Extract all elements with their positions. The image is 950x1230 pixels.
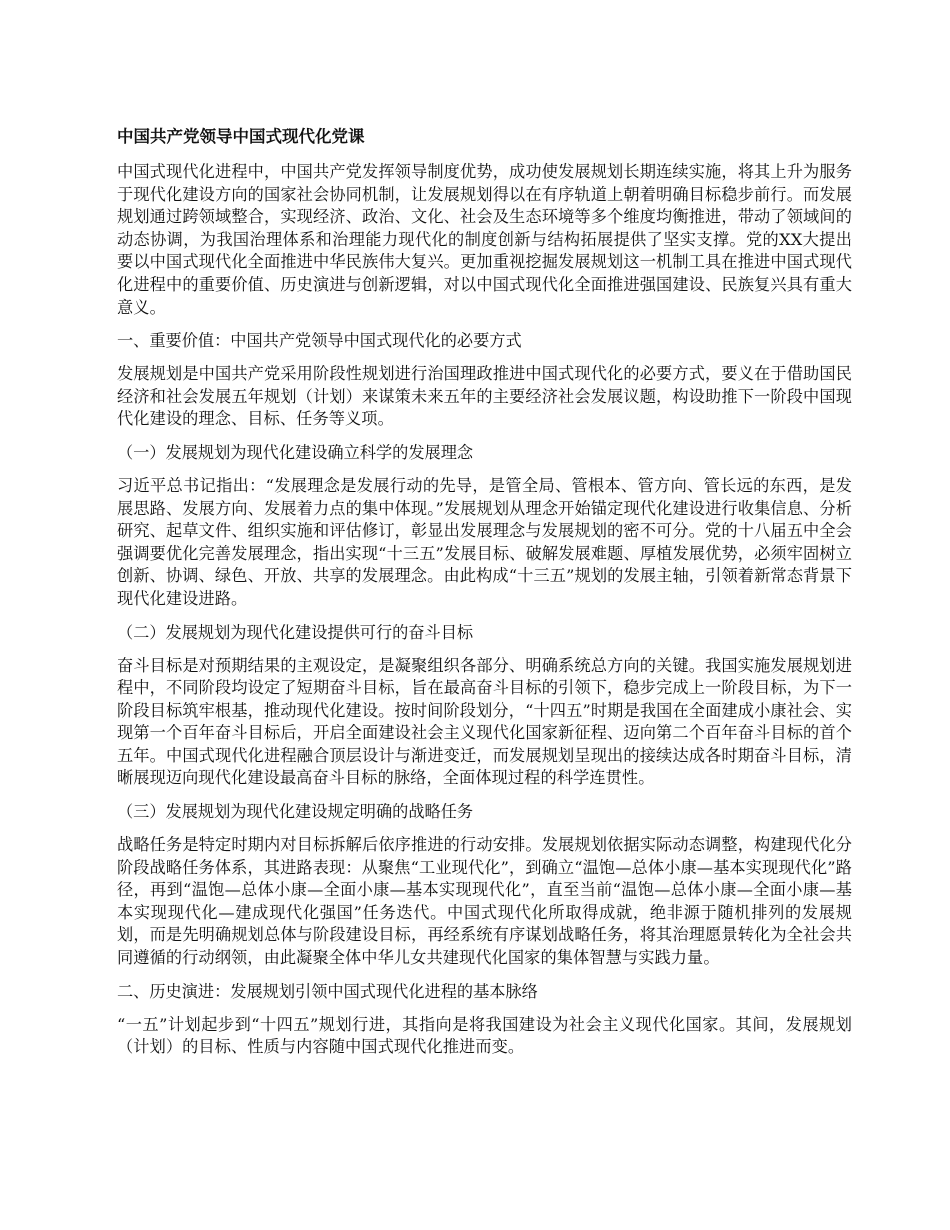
- section-2-paragraph: “一五”计划起步到“十四五”规划行进，其指向是将我国建设为社会主义现代化国家。其间，发展规划（计划）的目标、性质与内容随中国式现代化推进而变。: [117, 1014, 852, 1057]
- subsection-1-2-paragraph: 奋斗目标是对预期结果的主观设定，是凝聚组织各部分、明确系统总方向的关键。我国实施发展规划进程中，不同阶段均设定了短期奋斗目标，旨在最高奋斗目标的引领下，稳步完成上一阶段目标，为下一阶段目标筑牢根基，推动现代化建设。按时间阶段划分，“十四五”时期是我国在全面建成小康社会、实现第一个百年奋斗目标后，开启全面建设社会主义现代化国家新征程、迈向第二个百年奋斗目标的首个五年。中国式现代化进程融合顶层设计与渐进变迁，而发展规划呈现出的接续达成各时期奋斗目标，清晰展现迈向现代化建设最高奋斗目标的脉络，全面体现过程的科学连贯性。: [117, 655, 852, 788]
- section-1-paragraph: 发展规划是中国共产党采用阶段性规划进行治国理政推进中国式现代化的必要方式，要义在于借助国民经济和社会发展五年规划（计划）来谋策未来五年的主要经济社会发展议题，构设助推下一阶段中国现代化建设的理念、目标、任务等义项。: [117, 364, 852, 429]
- section-heading-2: 二、历史演进：发展规划引领中国式现代化进程的基本脉络: [117, 981, 538, 1001]
- document-title: 中国共产党领导中国式现代化党课: [117, 127, 365, 146]
- subsection-heading-1-2: （二）发展规划为现代化建设提供可行的奋斗目标: [117, 622, 474, 642]
- subsection-heading-1-1: （一）发展规划为现代化建设确立科学的发展理念: [117, 442, 474, 462]
- subsection-1-1-paragraph: 习近平总书记指出：“发展理念是发展行动的先导，是管全局、管根本、管方向、管长远的东西，是发展思路、发展方向、发展着力点的集中体现。”发展规划从理念开始锚定现代化建设进行收集信息、分析研究、起草文件、组织实施和评估修订，彰显出发展理念与发展规划的密不可分。党的十八届五中全会强调要优化完善发展理念，指出实现“十三五”发展目标、破解发展难题、厚植发展优势，必须牢固树立创新、协调、绿色、开放、共享的发展理念。由此构成“十三五”规划的发展主轴，引领着新常态背景下现代化建设进路。: [117, 475, 852, 608]
- intro-paragraph: 中国式现代化进程中，中国共产党发挥领导制度优势，成功使发展规划长期连续实施，将其上升为服务于现代化建设方向的国家社会协同机制，让发展规划得以在有序轨道上朝着明确目标稳步前行。而发展规划通过跨领域整合，实现经济、政治、文化、社会及生态环境等多个维度均衡推进，带动了领域间的动态协调，为我国治理体系和治理能力现代化的制度创新与结构拓展提供了坚实支撑。党的XX大提出要以中国式现代化全面推进中华民族伟大复兴。更加重视挖掘发展规划这一机制工具在推进中国式现代化进程中的重要价值、历史演进与创新逻辑，对以中国式现代化全面推进强国建设、民族复兴具有重大意义。: [117, 162, 852, 317]
- section-heading-1: 一、重要价值：中国共产党领导中国式现代化的必要方式: [117, 331, 522, 351]
- subsection-heading-1-3: （三）发展规划为现代化建设规定明确的战略任务: [117, 802, 474, 822]
- document-page: [117, 124, 852, 1069]
- subsection-1-3-paragraph: 战略任务是特定时期内对目标拆解后依序推进的行动安排。发展规划依据实际动态调整，构建现代化分阶段战略任务体系，其进路表现：从聚焦“工业现代化”，到确立“温饱—总体小康—基本实现现代化”路径，再到“温饱—总体小康—全面小康—基本实现现代化”，直至当前“温饱—总体小康—全面小康—基本实现现代化—建成现代化强国”任务迭代。中国式现代化所取得成就，绝非源于随机排列的发展规划，而是先明确规划总体与阶段建设目标，再经系统有序谋划战略任务，将其治理愿景转化为全社会共同遵循的行动纲领，由此凝聚全体中华儿女共建现代化国家的集体智慧与实践力量。: [117, 835, 852, 968]
